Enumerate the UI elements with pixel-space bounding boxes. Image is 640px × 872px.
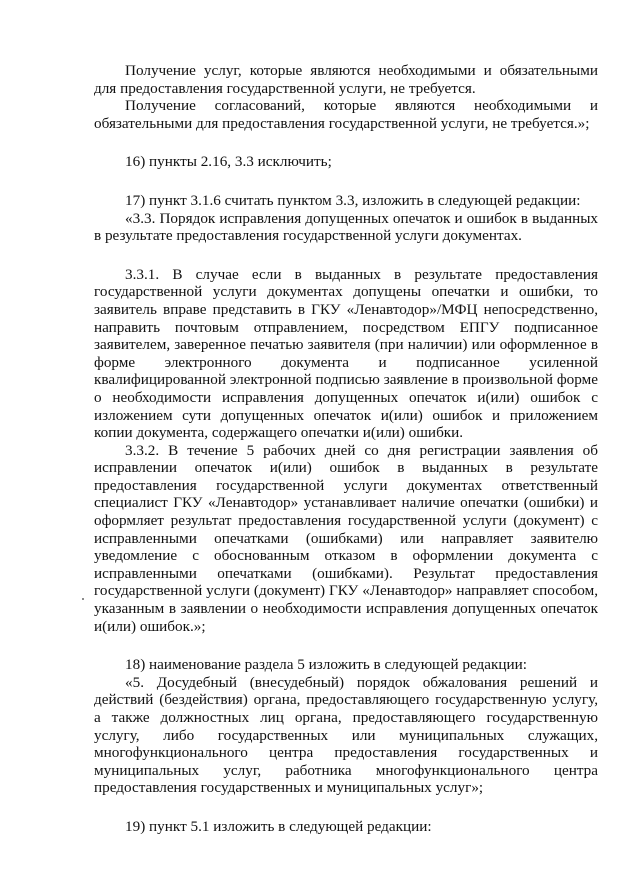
item-17: 17) пункт 3.1.6 считать пунктом 3.3, изложить в следующей редакции: bbox=[125, 191, 581, 209]
paragraph-gap bbox=[94, 797, 598, 818]
item-16: 16) пункты 2.16, 3.3 исключить; bbox=[125, 153, 332, 171]
paragraph-gap bbox=[94, 245, 598, 266]
clause-3-3-2: 3.3.2. В течение 5 рабочих дней со дня регистрации заявления об исправлении опечаток и(или) ошибок в выданных в результате предоставления государственной услуги документах ответственный специалист ГКУ «Ленавтодор» устанавливает наличие опечатки (ошибки) и оформляет результат предоставления государственной услуги (документ) с исправленными опечатками (ошибками) или направляет заявителю уведомление с обоснованным отказом в оформлении документа с исправленными опечатками (ошибками). Результат предоставления государственной услуги (документ) ГКУ «Ленавтодор» направляет способом, указанным в заявлении о необходимости исправления допущенных опечаток и(или) ошибок.»; bbox=[94, 441, 598, 635]
document-body bbox=[94, 62, 598, 836]
clause-3-3-1: 3.3.1. В случае если в выданных в результате предоставления государственной услуги документах допущены опечатки и ошибки, то заявитель вправе представить в ГКУ «Ленавтодор»/МФЦ непосредственно, направить почтовым отправлением, посредством ЕПГУ подписанное заявителем, заверенное печатью заявителя (при наличии) или оформленное в форме электронного документа и подписанное усиленной квалифицированной электронной подписью заявление в произвольной форме о необходимости исправления допущенных опечаток и(или) ошибок с изложением сути допущенных опечаток и(или) ошибок и приложением копии документа, содержащего опечатки и(или) ошибки. bbox=[94, 265, 598, 442]
item-18: 18) наименование раздела 5 изложить в следующей редакции: bbox=[125, 656, 527, 674]
paragraph-gap bbox=[94, 132, 598, 153]
paragraph-gap bbox=[94, 635, 598, 656]
section-3-3-heading: «3.3. Порядок исправления допущенных опечаток и ошибок в выданных в результате предоставления государственной услуги документах. bbox=[94, 209, 598, 245]
item-19: 19) пункт 5.1 изложить в следующей редакции: bbox=[125, 817, 432, 835]
paragraph-services-not-required: Получение услуг, которые являются необходимыми и обязательными для предоставления государственной услуги, не требуется. bbox=[94, 62, 598, 97]
paragraph-gap bbox=[94, 171, 598, 192]
scan-speck bbox=[82, 598, 84, 600]
section-5-heading: «5. Досудебный (внесудебный) порядок обжалования решений и действий (бездействия) органа, предоставляющего государственную услугу, а также должностных лиц органа, предоставляющего государственную услугу, либо государственных или муниципальных служащих, многофункционального центра предоставления государственных и муниципальных услуг, работника многофункционального центра предоставления государственных и муниципальных услуг»; bbox=[94, 673, 598, 797]
paragraph-approvals-not-required: Получение согласований, которые являются необходимыми и обязательными для предоставления государственной услуги, не требуется.»; bbox=[94, 97, 598, 132]
